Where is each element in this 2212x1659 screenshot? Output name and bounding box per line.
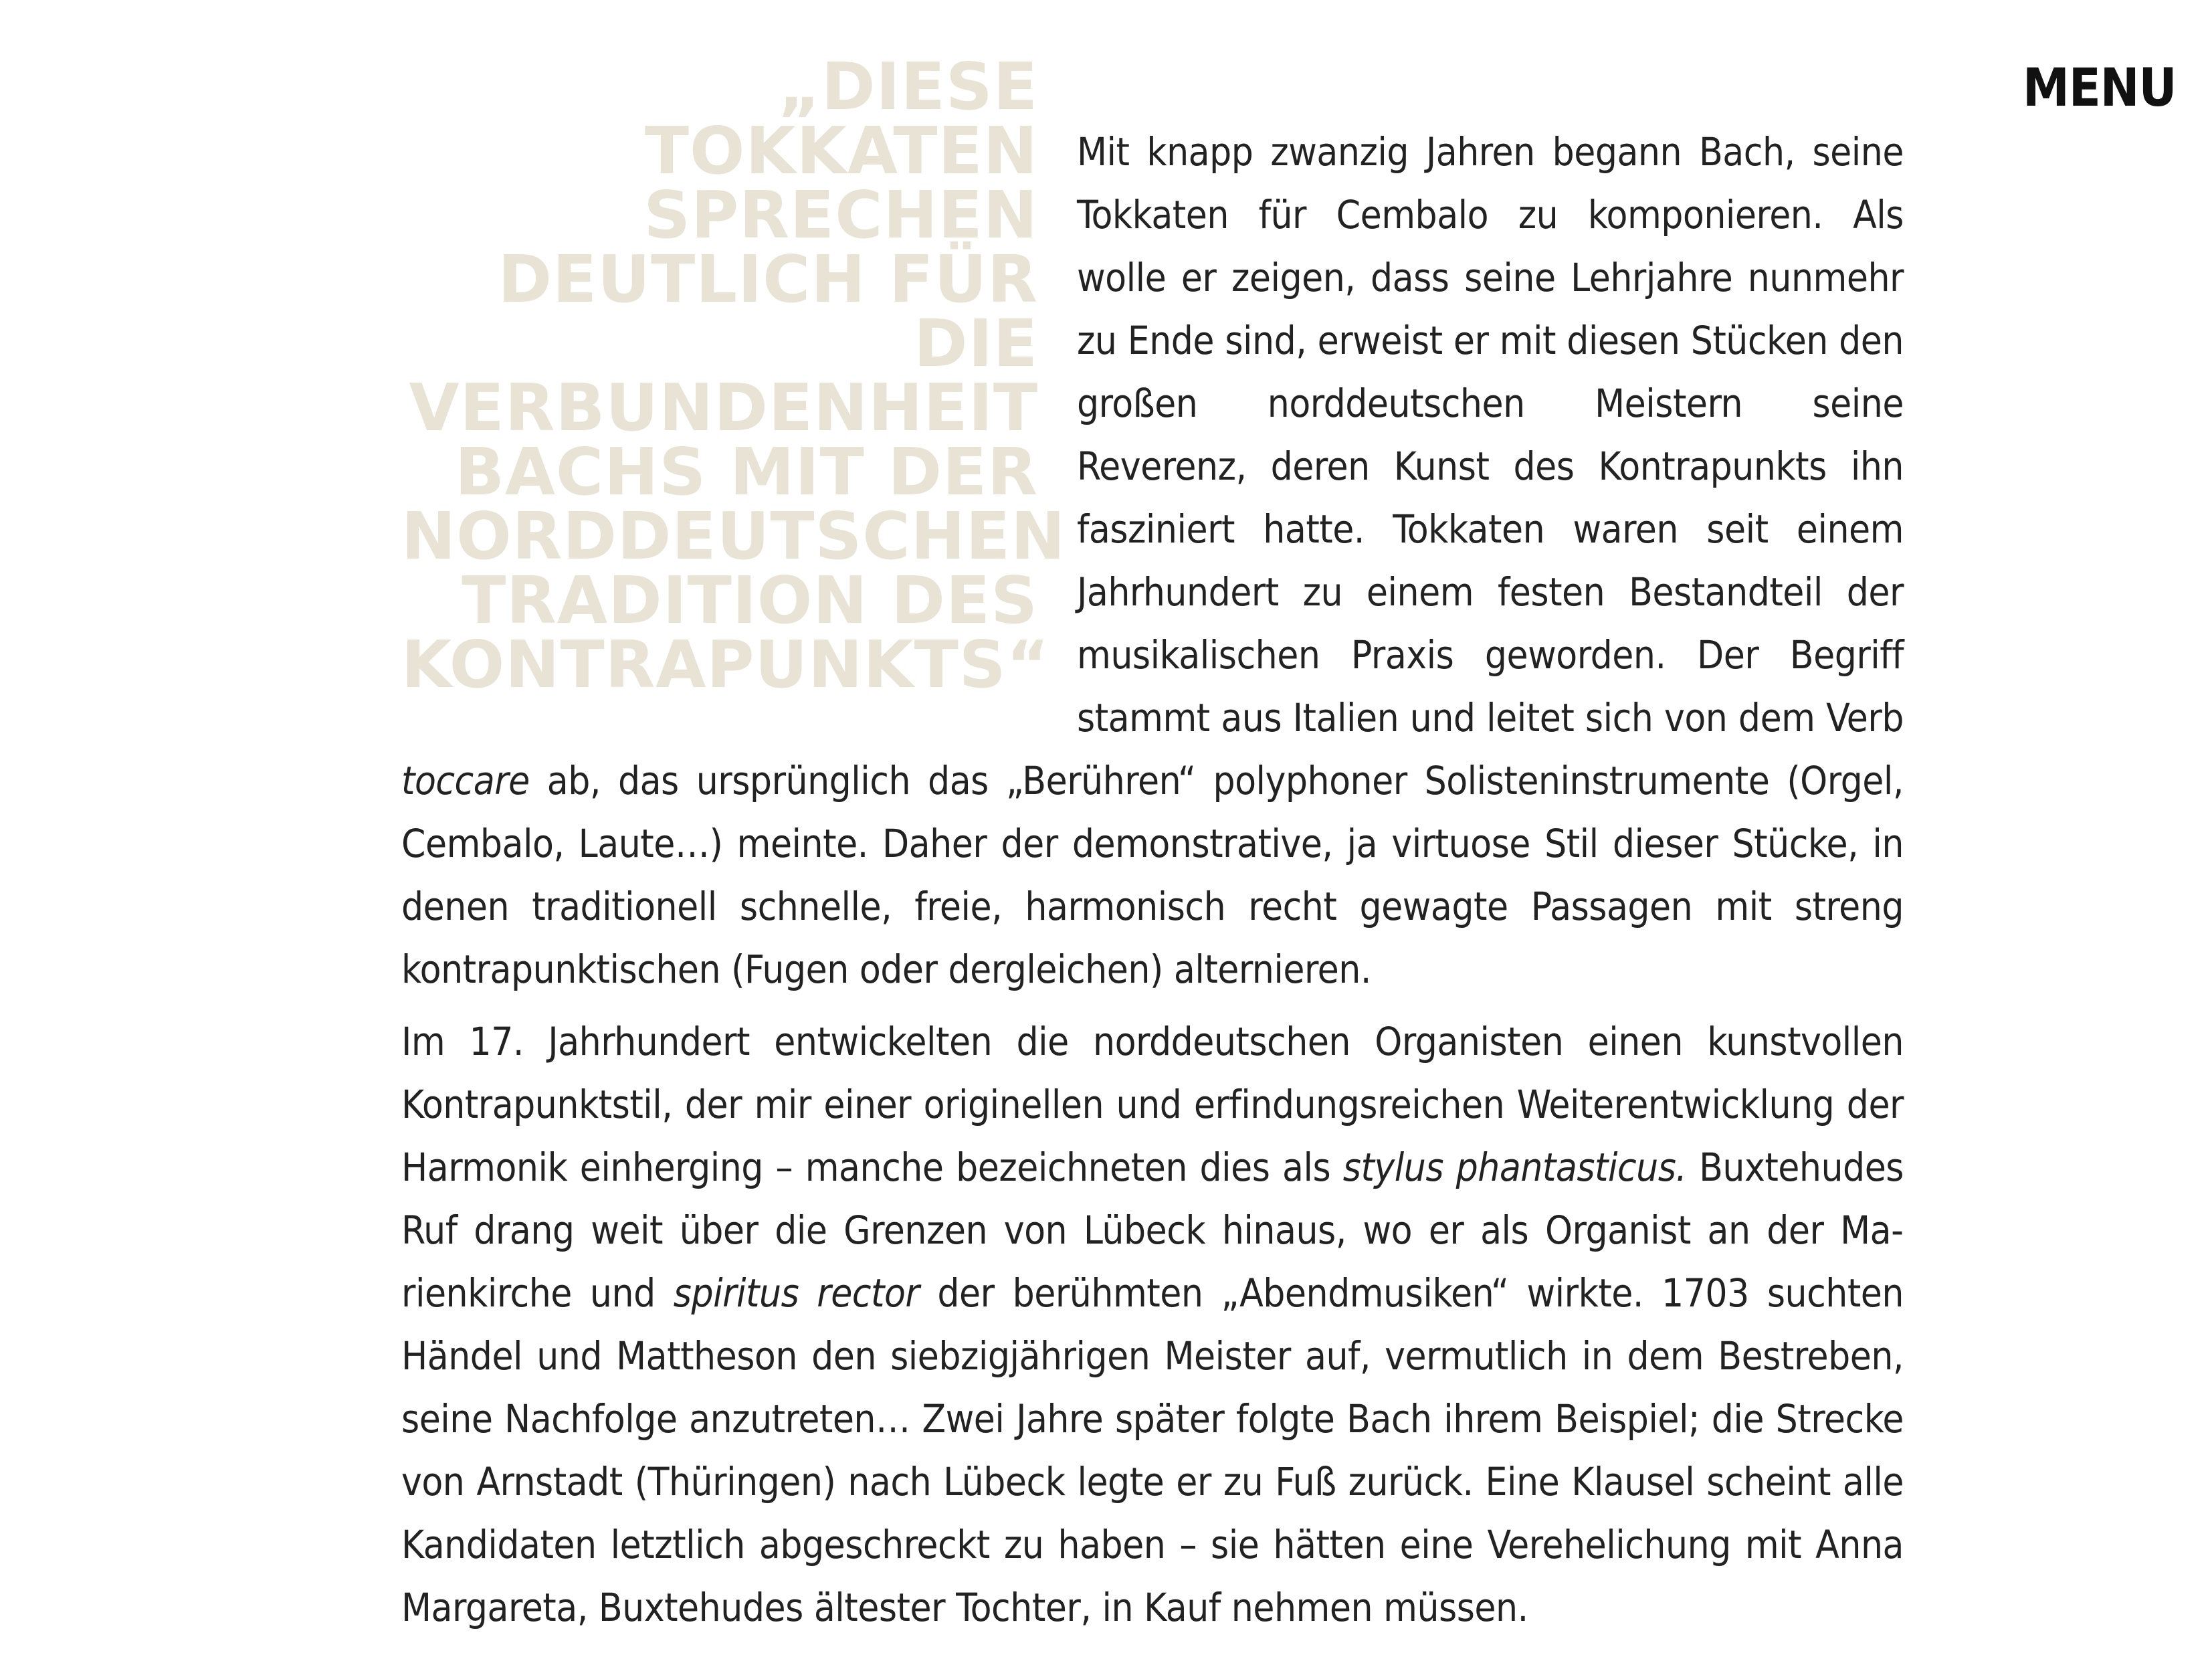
pull-quote: „DIESE TOKKATEN SPRECHEN DEUTLICH FÜR DIE VERBUNDENHEIT BACHS MIT DER NORDDEUTSCHEN TRADITION DES KONTRAPUNKTS“: [401, 49, 1066, 702]
paragraph-2-text-3: der berühmten „Abendmusiken“ wirkte. 1703 suchten Händel und Mattheson den siebzigjährigen Meister auf, vermutlich in dem Bestreben, seine Nachfolge anzutreten… Zwei Jahre später folgte Bach ihrem Beispiel; die Strecke von Arnstadt (Thüringen) nach Lübeck legte er zu Fuß zurück. Eine Klausel scheint alle Kandidaten letztlich abgeschreckt zu haben – sie hätten eine Verehelichung mit Anna Margareta, Buxtehudes ältester Tochter, in Kauf nehmen müssen.: [401, 1270, 1904, 1630]
paragraph-2-italic-term-1: stylus phantasticus.: [1342, 1145, 1687, 1190]
article-paragraph-2: [401, 1010, 1904, 1639]
article-content: [401, 49, 1904, 1639]
paragraph-1-text-1: Mit knapp zwanzig Jahren begann Bach, seine Tokkaten für Cembalo zu komponieren. Als wolle er zeigen, dass seine Lehrjahre nunmehr zu Ende sind, erweist er mit diesen Stücken den großen norddeutschen Meistern seine Reverenz, deren Kunst des Kontrapunkts ihn fasziniert hatte. Tokkaten waren seit einem Jahrhundert zu einem festen Bestandteil der musikalischen Praxis geworden. Der Begriff stammt aus Italien und leitet sich von dem Verb: [1077, 129, 1904, 741]
menu-button[interactable]: MENU: [2023, 58, 2177, 118]
paragraph-1-text-2: ab, das ursprünglich das „Berühren“ polyphoner Solisteninstrumente (Orgel, Cembalo, Laute…) meinte. Daher der demonstrative, ja virtuose Stil dieser Stücke, in denen traditionell schnelle, freie, harmonisch recht gewagte Passagen mit streng kontrapunktischen (Fugen oder dergleichen) alternieren.: [401, 758, 1904, 992]
paragraph-2-italic-term-2: spiritus rector: [673, 1270, 920, 1316]
paragraph-2-text-2: Buxtehudes Ruf drang weit über die Grenzen von Lübeck hinaus, wo er als Organist an der Marienkirche und: [401, 1145, 1904, 1316]
paragraph-2-text-1: Im 17. Jahrhundert entwickelten die norddeutschen Organisten einen kunstvollen Kontrapunktstil, der mir einer originellen und erfindungsreichen Weiterentwicklung der Harmonik einherging – manche bezeichneten dies als: [401, 1019, 1904, 1190]
paragraph-1-italic-term: toccare: [401, 758, 530, 803]
